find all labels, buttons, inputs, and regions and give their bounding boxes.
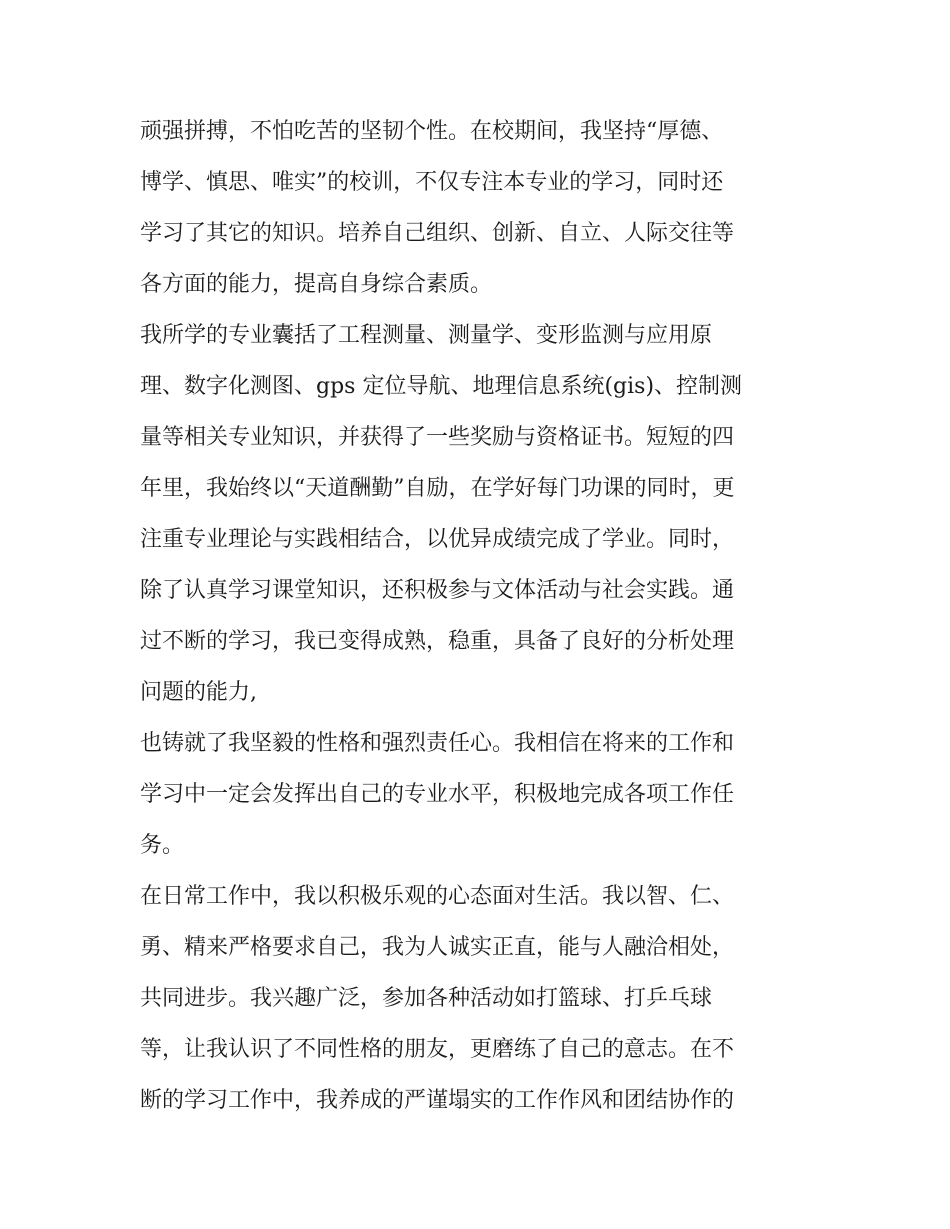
text-line: 我所学的专业囊括了工程测量、测量学、变形监测与应用原: [140, 323, 713, 348]
text-line: 勇、精来严格要求自己，我为人诚实正直，能与人融洽相处，: [140, 935, 735, 960]
text-line: 断的学习工作中，我养成的严谨塌实的工作作风和团结协作的: [140, 1088, 735, 1113]
text-line: 在日常工作中，我以积极乐观的心态面对生活。我以智、仁、: [140, 884, 735, 909]
text-line: 年里，我始终以“天道酬勤”自励，在学好每门功课的同时，更: [140, 476, 735, 501]
text-line: 过不断的学习，我已变得成熟，稳重，具备了良好的分析处理: [140, 629, 735, 654]
text-line: 注重专业理论与实践相结合，以优异成绩完成了学业。同时，: [140, 527, 735, 552]
text-line: 顽强拼搏，不怕吃苦的坚韧个性。在校期间，我坚持“厚德、: [140, 119, 724, 144]
text-line: 问题的能力,: [140, 680, 257, 705]
text-line: 学习了其它的知识。培养自己组织、创新、自立、人际交往等: [140, 221, 735, 246]
text-line: 量等相关专业知识，并获得了一些奖励与资格证书。短短的四: [140, 425, 735, 450]
text-line: 共同进步。我兴趣广泛，参加各种活动如打篮球、打乒乓球: [140, 986, 713, 1011]
text-line: 各方面的能力，提高自身综合素质。: [140, 272, 493, 297]
text-line: 等，让我认识了不同性格的朋友，更磨练了自己的意志。在不: [140, 1037, 735, 1062]
text-line: 务。: [140, 833, 185, 858]
text-line: 也铸就了我坚毅的性格和强烈责任心。我相信在将来的工作和: [140, 731, 735, 756]
text-line: 博学、慎思、唯实”的校训，不仅专注本专业的学习，同时还: [140, 170, 724, 195]
body-text: [140, 106, 820, 1126]
text-line: 除了认真学习课堂知识，还积极参与文体活动与社会实践。通: [140, 578, 735, 603]
text-line: 理、数字化测图、gps 定位导航、地理信息系统(gis)、控制测: [140, 374, 743, 399]
text-line: 学习中一定会发挥出自己的专业水平，积极地完成各项工作任: [140, 782, 735, 807]
